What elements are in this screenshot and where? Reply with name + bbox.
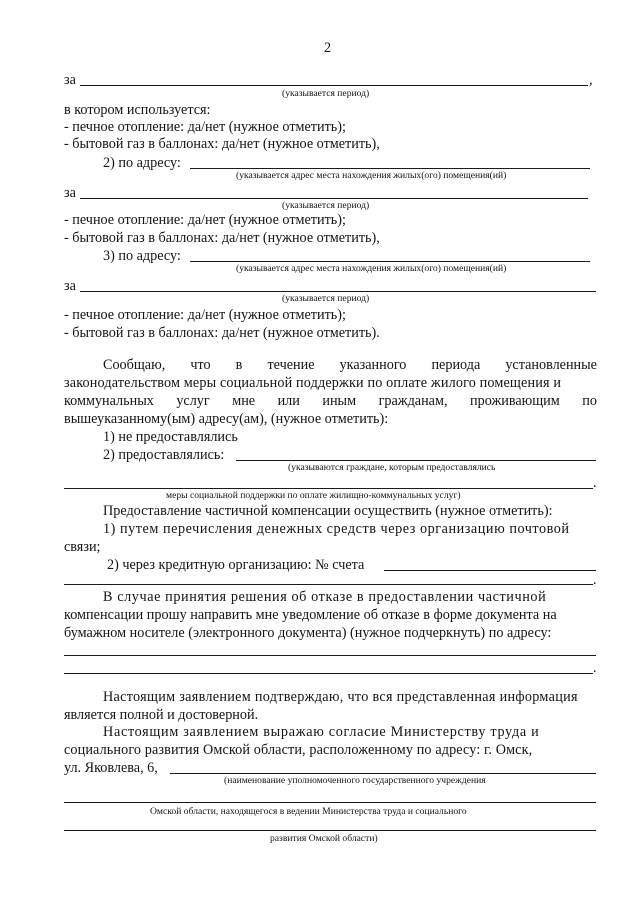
word: что	[190, 357, 211, 373]
period-field-2[interactable]	[80, 198, 588, 199]
address-2-field[interactable]	[190, 168, 590, 169]
heating-option-2: - печное отопление: да/нет (нужное отметить);	[64, 212, 346, 228]
address-2-label: 2) по адресу:	[103, 155, 181, 171]
word: Сообщаю,	[103, 357, 166, 373]
gas-option-3: - бытовой газ в баллонах: да/нет (нужное отметить).	[64, 325, 380, 341]
refusal-address-field-1[interactable]	[64, 655, 596, 656]
word: проживающим	[470, 393, 560, 409]
gas-option-2: - бытовой газ в баллонах: да/нет (нужное отметить),	[64, 230, 380, 246]
compensation-intro: Предоставление частичной компенсации осуществить (нужное отметить):	[103, 503, 553, 519]
refusal-line-1: В случае принятия решения об отказе в предоставлении частичной	[103, 589, 547, 605]
za-label-3: за	[64, 278, 76, 294]
address-3-field[interactable]	[190, 261, 590, 262]
institution-hint-1: (наименование уполномоченного государственного учреждения	[224, 775, 486, 786]
inform-line-1	[103, 357, 597, 373]
word: в	[235, 357, 243, 373]
refusal-line-2: компенсации прошу направить мне уведомление об отказе в форме документа на	[64, 607, 557, 623]
comma: ,	[589, 72, 593, 88]
za-label: за	[64, 72, 76, 88]
inform-line-3	[64, 393, 597, 409]
institution-field-1[interactable]	[170, 773, 596, 774]
institution-field-2[interactable]	[64, 802, 596, 803]
word: коммунальных	[64, 393, 154, 409]
provided-option: 2) предоставлялись:	[103, 447, 225, 463]
period-field-1[interactable]	[80, 85, 588, 86]
period-hint-1: (указывается период)	[282, 88, 370, 99]
not-provided-option: 1) не предоставлялись	[103, 429, 238, 445]
compensation-bank-option: 2) через кредитную организацию: № счета	[107, 557, 365, 573]
consent-line-3: ул. Яковлева, 6,	[64, 760, 158, 776]
word: мне	[232, 393, 256, 409]
refusal-line-3: бумажном носителе (электронного документа) (нужное подчеркнуть) по адресу:	[64, 625, 552, 641]
consent-line-1: Настоящим заявлением выражаю согласие Министерству труда и	[103, 724, 540, 740]
gas-option-1: - бытовой газ в баллонах: да/нет (нужное отметить),	[64, 136, 380, 152]
period-field-3[interactable]	[80, 291, 596, 292]
word: периода	[431, 357, 481, 373]
refusal-address-field-2[interactable]	[64, 673, 593, 674]
period-hint-3: (указывается период)	[282, 293, 370, 304]
institution-hint-3: развития Омской области)	[270, 833, 378, 844]
word: или	[277, 393, 300, 409]
period-hint-2: (указывается период)	[282, 200, 370, 211]
account-number-field-cont[interactable]	[64, 584, 593, 585]
citizens-hint: (указываются граждане, которым предоставлялись	[288, 462, 496, 473]
provided-field[interactable]	[236, 460, 596, 461]
word: иным	[322, 393, 357, 409]
institution-hint-2: Омской области, находящегося в ведении Министерства труда и социального	[150, 806, 467, 817]
used-in-text: в котором используется:	[64, 102, 211, 118]
account-number-field[interactable]	[384, 570, 596, 571]
confirm-line-2: является полной и достоверной.	[64, 707, 259, 723]
confirm-line-1: Настоящим заявлением подтверждаю, что вся представленная информация	[103, 689, 578, 705]
word: по	[582, 393, 597, 409]
compensation-post-option-cont: связи;	[64, 539, 101, 555]
consent-line-2: социального развития Омской области, расположенному по адресу: г. Омск,	[64, 742, 533, 758]
word: установленные	[505, 357, 597, 373]
word: услуг	[176, 393, 210, 409]
measures-hint: меры социальной поддержки по оплате жилищно-коммунальных услуг)	[166, 490, 461, 501]
account-dot: .	[593, 572, 597, 588]
word: течение	[267, 357, 315, 373]
refusal-dot: .	[593, 660, 597, 676]
compensation-post-option: 1) путем перечисления денежных средств через организацию почтовой	[103, 521, 570, 537]
inform-line-4: вышеуказанному(ым) адресу(ам), (нужное отметить):	[64, 411, 389, 427]
word: гражданам,	[378, 393, 448, 409]
za-label-2: за	[64, 185, 76, 201]
address-3-label: 3) по адресу:	[103, 248, 181, 264]
inform-line-2: законодательством меры социальной поддержки по оплате жилого помещения и	[64, 375, 562, 391]
address-hint-2: (указывается адрес места нахождения жилых(ого) помещения(ий)	[236, 170, 507, 181]
measures-field[interactable]	[64, 488, 593, 489]
heating-option-1: - печное отопление: да/нет (нужное отметить);	[64, 119, 346, 135]
address-hint-3: (указывается адрес места нахождения жилых(ого) помещения(ий)	[236, 263, 507, 274]
word: указанного	[339, 357, 407, 373]
heating-option-3: - печное отопление: да/нет (нужное отметить);	[64, 307, 346, 323]
period-dot-1: .	[593, 475, 597, 491]
institution-field-3[interactable]	[64, 830, 596, 831]
page-number: 2	[324, 40, 332, 56]
